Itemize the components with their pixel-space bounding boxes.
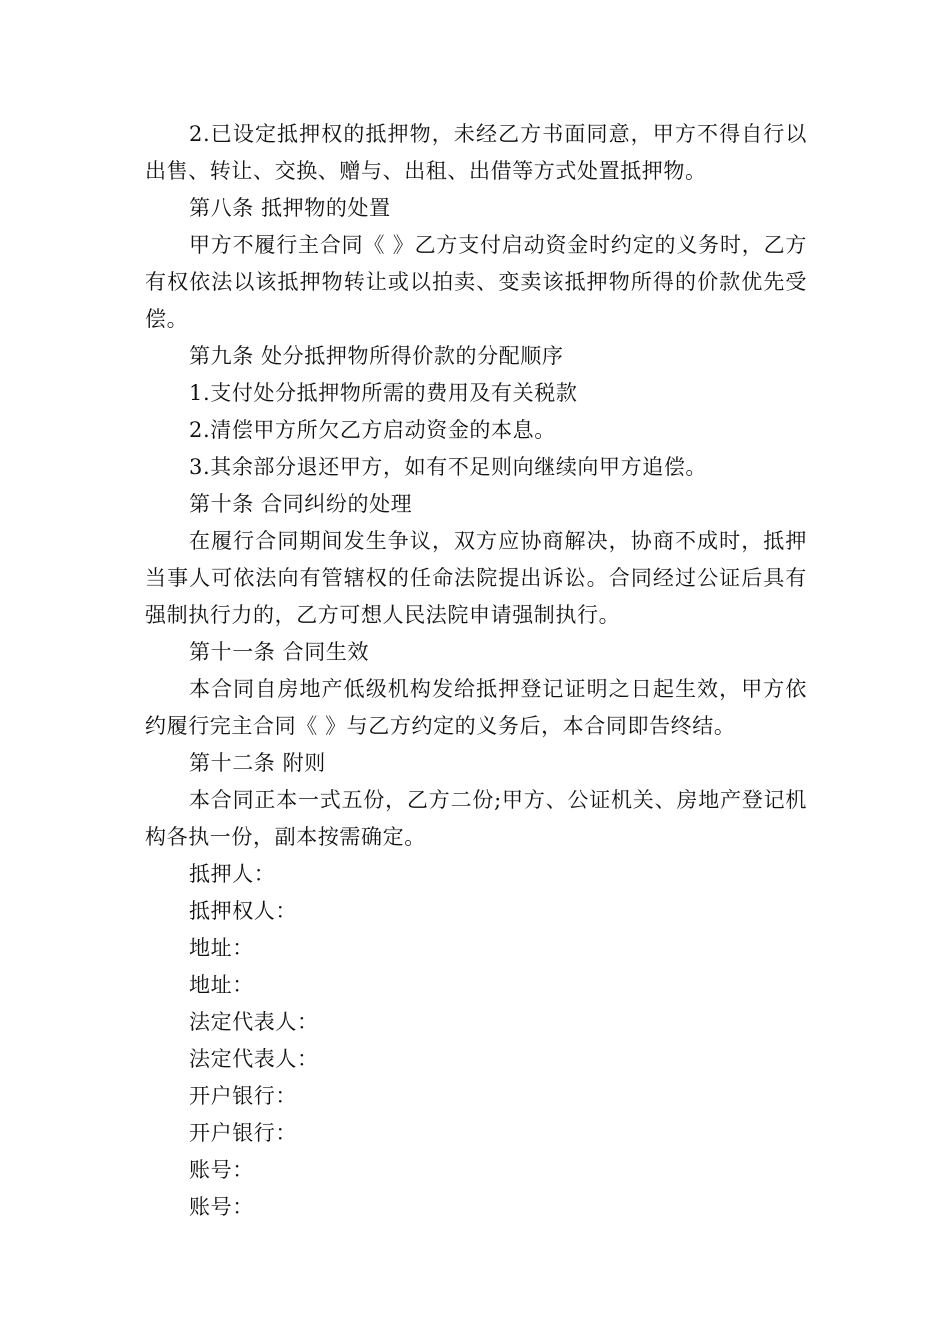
article-9-item-3: 3.其余部分退还甲方，如有不足则向继续向甲方追偿。 [189,455,708,479]
legal-representative-field-1: 法定代表人： [189,1010,319,1034]
account-field-1: 账号： [189,1158,254,1182]
article-11-text: 本合同自房地产低级机构发给抵押登记证明之日起生效，甲方依约履行完主合同《 》与乙方约定的义务后，本合同即告终结。 [145,677,807,738]
account-field-2: 账号： [189,1195,254,1219]
address-field-2: 地址： [189,973,254,997]
mortgagor-field: 抵押人： [189,862,276,886]
clause-7-item-2: 2.已设定抵押权的抵押物，未经乙方书面同意，甲方不得自行以出售、转让、交换、赠与、出租、出借等方式处置抵押物。 [145,122,807,183]
article-11-heading: 第十一条 合同生效 [189,640,370,664]
article-9-item-2: 2.清偿甲方所欠乙方启动资金的本息。 [189,418,556,442]
article-9-item-1: 1.支付处分抵押物所需的费用及有关税款 [189,381,578,405]
article-9-heading: 第九条 处分抵押物所得价款的分配顺序 [189,344,564,368]
article-12-text: 本合同正本一式五份，乙方二份;甲方、公证机关、房地产登记机构各执一份，副本按需确定。 [145,788,807,849]
document-body [145,116,807,1226]
bank-field-1: 开户银行： [189,1084,297,1108]
article-10-text: 在履行合同期间发生争议，双方应协商解决，协商不成时，抵押当事人可依法向有管辖权的任命法院提出诉讼。合同经过公证后具有强制执行力的，乙方可想人民法院申请强制执行。 [145,529,807,627]
article-8-heading: 第八条 抵押物的处置 [189,196,391,220]
legal-representative-field-2: 法定代表人： [189,1047,319,1071]
article-8-text: 甲方不履行主合同《 》乙方支付启动资金时约定的义务时，乙方有权依法以该抵押物转让或以拍卖、变卖该抵押物所得的价款优先受偿。 [145,233,807,331]
address-field-1: 地址： [189,936,254,960]
mortgagee-field: 抵押权人： [189,899,297,923]
article-10-heading: 第十条 合同纠纷的处理 [189,492,413,516]
article-12-heading: 第十二条 附则 [189,751,326,775]
bank-field-2: 开户银行： [189,1121,297,1145]
